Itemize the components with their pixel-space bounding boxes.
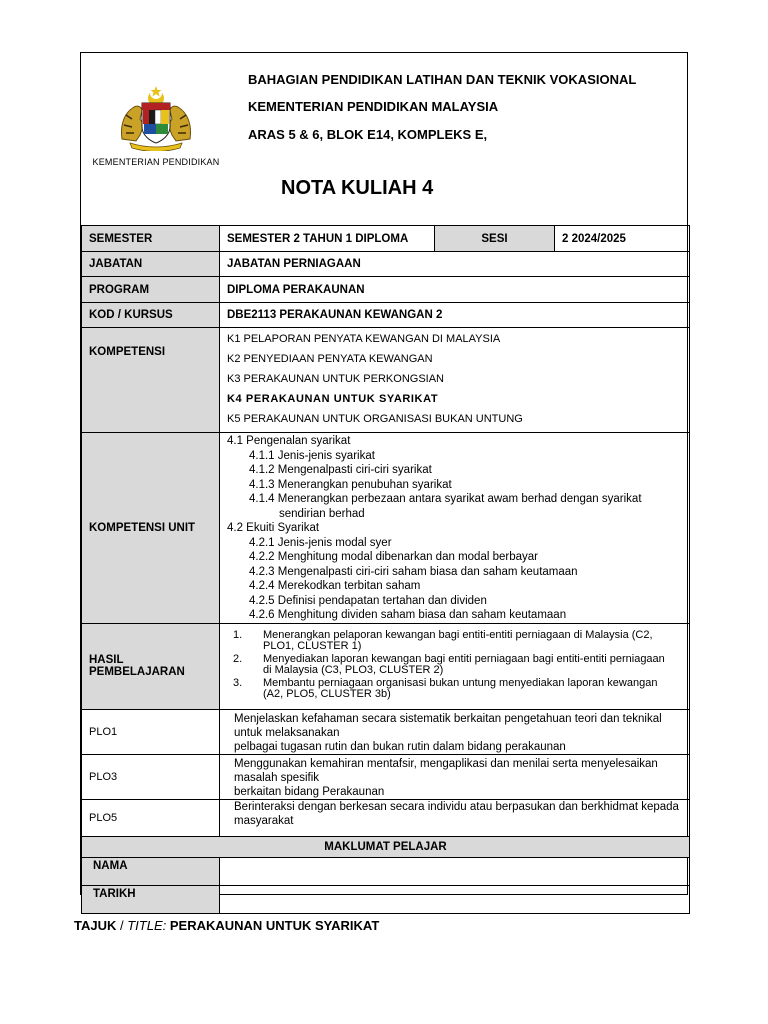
unit-item: 4.2.1 Jenis-jenis modal syer [249,536,392,549]
kod-value: DBE2113 PERAKAUNAN KEWANGAN 2 [220,303,690,328]
hasil-item [227,654,682,676]
hasil-item-text: Membantu perniagaan organisasi bukan untung menyediakan laporan kewangan [263,676,658,689]
sesi-label: SESI [435,226,555,252]
hasil-item-number: 1. [233,628,243,641]
unit-item-continued: sendirian berhad [279,507,365,520]
logo-caption: KEMENTERIAN PENDIDIKAN [92,157,220,167]
unit-heading: 4.2 Ekuiti Syarikat [227,522,320,534]
sesi-value: 2 2024/2025 [555,226,690,252]
hasil-label-line1: HASIL [89,654,124,666]
plo1-text: Menjelaskan kefahaman secara sistematik berkaitan pengetahuan teori dan teknikal untuk melaksanakan [234,712,662,739]
row-plo1 [82,709,690,754]
kompetensi-label: KOMPETENSI [82,328,220,433]
plo5-description [220,799,690,836]
program-label: PROGRAM [82,277,220,303]
kompetensi-item: K3 PERAKAUNAN UNTUK PERKONGSIAN [227,373,444,385]
hasil-item-text: Menyediakan laporan kewangan bagi entiti perniagaan bagi entiti-entiti perniagaan [263,652,665,665]
row-hasil [82,623,690,709]
kompetensi-unit-label: KOMPETENSI UNIT [82,433,220,624]
document-frame [80,52,688,900]
row-kompetensi-unit [82,433,690,624]
jabatan-label: JABATAN [82,252,220,277]
tajuk-value: PERAKAUNAN UNTUK SYARIKAT [166,918,380,933]
header-line-address: ARAS 5 & 6, BLOK E14, KOMPLEKS E, [248,127,488,142]
hasil-item [227,678,682,700]
row-maklumat-pelajar [82,836,690,857]
unit-item: 4.1.2 Mengenalpasti ciri-ciri syarikat [249,464,432,476]
row-program [82,277,690,303]
hasil-item-text-cont: (A2, PLO5, CLUSTER 3b) [263,687,391,700]
row-semester [82,226,690,252]
hasil-item-number: 3. [233,676,243,689]
plo3-description [220,754,690,799]
unit-item: 4.2.3 Mengenalpasti ciri-ciri saham biasa dan saham keutamaan [249,565,578,578]
hasil-label [82,623,220,709]
plo1-text-cont: pelbagai tugasan rutin dan bukan rutin dalam bidang perakaunan [234,740,566,753]
plo3-text-cont: berkaitan bidang Perakaunan [234,785,385,798]
header-line-division: BAHAGIAN PENDIDIKAN LATIHAN DAN TEKNIK VOKASIONAL [248,72,637,87]
unit-item: 4.2.5 Definisi pendapatan tertahan dan dividen [249,594,487,607]
plo3-label: PLO3 [82,754,220,799]
row-plo3 [82,754,690,799]
tarikh-field[interactable] [220,885,690,913]
malaysia-coat-of-arms-icon [114,85,198,151]
unit-item: 4.1.1 Jenis-jenis syarikat [249,449,375,462]
kompetensi-item: K5 PERAKAUNAN UNTUK ORGANISASI BUKAN UNTUNG [227,413,523,425]
hasil-item [227,630,682,652]
row-plo5 [82,799,690,836]
nama-label: NAMA [82,857,220,885]
plo5-label: PLO5 [82,799,220,836]
unit-item: 4.2.2 Menghitung modal dibenarkan dan modal berbayar [249,551,538,563]
nama-field[interactable] [220,857,690,885]
kompetensi-unit-list [220,433,690,624]
tajuk-separator: / [116,918,128,933]
unit-item: 4.1.4 Menerangkan perbezaan antara syarikat awam berhad dengan syarikat [249,493,642,505]
row-tarikh [82,885,690,913]
ministry-logo [91,85,221,167]
row-kompetensi [82,328,690,433]
page-title: NOTA KULIAH 4 [281,177,434,199]
kompetensi-item-current: K4 PERAKAUNAN UNTUK SYARIKAT [227,393,439,405]
plo5-text: Berinteraksi dengan berkesan secara individu atau berpasukan dan berkhidmat kepada masyarakat [234,800,679,827]
document-header [81,53,687,225]
header-line-ministry: KEMENTERIAN PENDIDIKAN MALAYSIA [248,99,499,114]
jabatan-value: JABATAN PERNIAGAAN [220,252,690,277]
unit-item: 4.2.4 Merekodkan terbitan saham [249,580,421,592]
hasil-item-number: 2. [233,652,243,665]
plo1-label: PLO1 [82,709,220,754]
unit-item: 4.1.3 Menerangkan penubuhan syarikat [249,478,452,491]
hasil-item-text: Menerangkan pelaporan kewangan bagi entiti-entiti perniagaan di Malaysia (C2, [263,628,653,641]
kompetensi-item: K2 PENYEDIAAN PENYATA KEWANGAN [227,353,433,365]
maklumat-pelajar-heading: MAKLUMAT PELAJAR [82,836,690,857]
hasil-item-text-cont: di Malaysia (C3, PLO3, CLUSTER 2) [263,663,444,676]
program-value: DIPLOMA PERAKAUNAN [220,277,690,303]
hasil-list [220,623,690,709]
hasil-item-text-cont: PLO1, CLUSTER 1) [263,639,362,652]
row-nama [82,857,690,885]
semester-value: SEMESTER 2 TAHUN 1 DIPLOMA [220,226,435,252]
kompetensi-item: K1 PELAPORAN PENYATA KEWANGAN DI MALAYSIA [227,333,501,345]
kod-label: KOD / KURSUS [82,303,220,328]
row-jabatan [82,252,690,277]
topic-title [74,918,379,933]
tajuk-label: TAJUK [74,918,117,933]
hasil-label-line2: PEMBELAJARAN [89,666,185,678]
unit-item: 4.2.6 Menghitung dividen saham biasa dan saham keutamaan [249,609,567,621]
plo1-description [220,709,690,754]
course-info-table [81,225,690,914]
unit-heading: 4.1 Pengenalan syarikat [227,435,351,447]
kompetensi-list [220,328,690,433]
row-kod [82,303,690,328]
semester-label: SEMESTER [82,226,220,252]
plo3-text: Menggunakan kemahiran mentafsir, mengaplikasi dan menilai serta menyelesaikan masalah spesifik [234,757,658,784]
tajuk-label-en: TITLE: [127,918,167,933]
tarikh-label: TARIKH [82,885,220,913]
